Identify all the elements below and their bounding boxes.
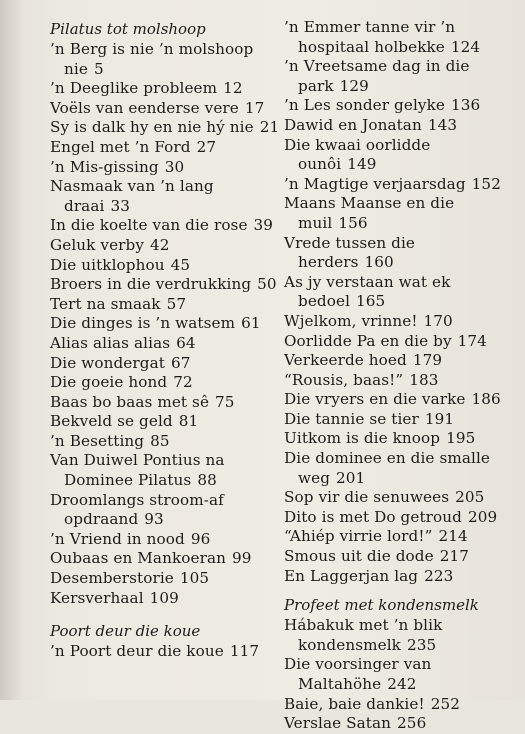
toc-entry-title: Nasmaak van ’n lang draai — [50, 177, 214, 215]
toc-entry-title: Baie, baie dankie! — [284, 694, 425, 713]
toc-entry-title: Die vryers en die varke — [284, 390, 466, 409]
toc-entry — [50, 216, 282, 236]
toc-entry-title: Baas bo baas met sê — [50, 392, 210, 411]
toc-entry-page-number: 50 — [257, 275, 277, 294]
toc-entry-page-number: 39 — [253, 216, 274, 235]
toc-entry — [284, 547, 506, 567]
toc-entry-page-number: 160 — [364, 253, 394, 272]
toc-entry-title: Die voorsinger van Maltahöhe — [284, 655, 432, 693]
toc-entry-title: Engel met ’n Ford — [50, 137, 191, 156]
toc-entry-title: ’n Mis-gissing — [50, 157, 159, 176]
toc-entry-page-number: 45 — [170, 255, 191, 274]
toc-entry — [50, 569, 282, 589]
toc-entry-title: ’n Les sonder gelyke — [284, 96, 445, 115]
toc-entry — [284, 96, 506, 116]
toc-entry — [284, 312, 506, 332]
toc-entry-page-number: 252 — [430, 694, 460, 713]
toc-entry — [284, 116, 506, 136]
toc-entry-title: ’n Vriend in nood — [50, 529, 185, 548]
toc-entry-title: Desemberstorie — [50, 569, 174, 588]
toc-entry-page-number: 256 — [397, 714, 427, 733]
toc-entry-page-number: 129 — [339, 76, 369, 95]
toc-entry-page-number: 117 — [229, 642, 260, 661]
toc-entry — [50, 236, 282, 256]
toc-entry — [50, 549, 282, 569]
toc-entry-title: ’n Besetting — [50, 431, 145, 450]
toc-entry-title: Sy is dalk hy en nie hý nie — [50, 118, 254, 137]
toc-entry — [50, 589, 282, 609]
toc-entry-page-number: 195 — [446, 429, 476, 448]
toc-left-column — [50, 18, 282, 662]
toc-entry — [50, 177, 282, 216]
toc-entry-title: En Laggerjan lag — [284, 566, 419, 585]
section-heading: Pilatus tot molshoop — [50, 20, 206, 38]
toc-entry-page-number: 183 — [409, 370, 439, 389]
toc-entry — [284, 57, 506, 96]
toc-entry-page-number: 67 — [170, 353, 191, 372]
toc-entry-page-number: 205 — [455, 488, 485, 507]
toc-entry-page-number: 12 — [223, 79, 243, 98]
toc-entry-title: “Rousis, baas!” — [284, 370, 404, 389]
toc-entry-page-number: 61 — [241, 314, 261, 333]
toc-entry-title: Hábakuk met ’n blik kondensmelk — [284, 616, 443, 654]
toc-entry — [50, 256, 282, 276]
toc-entry-page-number: 96 — [190, 529, 211, 548]
toc-entry-title: Wjelkom, vrinne! — [284, 311, 418, 330]
toc-entry — [50, 412, 282, 432]
toc-entry-title: Van Duiwel Pontius na Dominee Pilatus — [50, 451, 225, 490]
toc-entry-title: Geluk verby — [50, 235, 145, 254]
toc-entry-page-number: 209 — [467, 507, 498, 526]
toc-entry-page-number: 201 — [336, 468, 366, 487]
toc-entry — [50, 432, 282, 452]
toc-entry-title: Oorlidde Pa en die by — [284, 331, 452, 350]
toc-entry-page-number: 191 — [424, 409, 455, 428]
toc-entry-page-number: 165 — [356, 292, 386, 311]
toc-entry — [284, 332, 506, 352]
toc-entry-page-number: 5 — [93, 59, 104, 78]
toc-entry-title: Sop vir die senuwees — [284, 488, 450, 507]
toc-entry-title: Verslae Satan — [284, 714, 392, 733]
toc-entry — [284, 655, 506, 694]
toc-list — [284, 18, 506, 586]
toc-entry-title: ’n Emmer tanne vir ’n hospitaal holbekke — [284, 18, 456, 56]
toc-entry-page-number: 223 — [424, 566, 454, 585]
toc-entry-page-number: 72 — [173, 373, 193, 392]
toc-entry — [50, 334, 282, 354]
toc-list — [284, 616, 506, 734]
toc-entry-page-number: 17 — [244, 98, 265, 117]
toc-entry-page-number: 109 — [149, 588, 179, 607]
toc-entry-title: Maans Maanse en die muil — [284, 194, 455, 232]
toc-list — [50, 40, 282, 608]
toc-entry — [284, 234, 506, 273]
toc-entry — [50, 354, 282, 374]
toc-entry-page-number: 88 — [197, 471, 217, 490]
toc-entry — [284, 488, 506, 508]
toc-entry-title: Dawid en Jonatan — [284, 115, 422, 134]
toc-entry-title: ’n Berg is nie ’n molshoop nie — [50, 40, 254, 78]
toc-entry-title: ’n Magtige verjaarsdag — [284, 174, 466, 193]
toc-entry — [50, 118, 282, 138]
toc-entry — [50, 451, 282, 490]
toc-entry-page-number: 179 — [412, 351, 443, 370]
toc-entry-page-number: 152 — [471, 174, 501, 193]
toc-entry-title: ’n Deeglike probleem — [50, 79, 218, 98]
toc-right-column — [284, 18, 506, 734]
toc-entry — [284, 18, 506, 57]
toc-entry-page-number: 64 — [176, 333, 196, 352]
toc-entry-title: Verkeerde hoed — [284, 351, 407, 370]
toc-entry — [284, 175, 506, 195]
toc-entry-page-number: 124 — [450, 37, 481, 56]
toc-entry-title: Die kwaai oorlidde ounôi — [284, 135, 431, 174]
toc-entry-page-number: 42 — [150, 235, 170, 254]
toc-entry-title: Die tannie se tier — [284, 409, 419, 428]
toc-entry-page-number: 27 — [196, 137, 217, 156]
toc-entry — [50, 40, 282, 79]
toc-entry-title: Dito is met Do getroud — [284, 507, 462, 526]
toc-entry — [284, 429, 506, 449]
toc-entry — [284, 410, 506, 430]
toc-entry — [50, 99, 282, 119]
toc-entry — [284, 136, 506, 175]
toc-entry-page-number: 81 — [178, 412, 199, 431]
toc-entry-title: Voëls van eenderse vere — [50, 98, 239, 117]
toc-entry — [50, 79, 282, 99]
toc-entry-title: Broers in die verdrukking — [50, 275, 252, 294]
toc-entry — [284, 449, 506, 488]
toc-entry — [50, 138, 282, 158]
toc-entry-title: Kersverhaal — [50, 588, 144, 607]
toc-entry-page-number: 21 — [259, 118, 280, 137]
toc-entry-page-number: 214 — [438, 527, 468, 546]
book-spine-shadow — [0, 0, 22, 700]
toc-entry — [50, 491, 282, 530]
toc-entry-page-number: 174 — [457, 331, 487, 350]
toc-entry-page-number: 85 — [150, 431, 170, 450]
toc-entry-page-number: 149 — [347, 155, 377, 174]
toc-entry-page-number: 235 — [406, 635, 437, 654]
toc-entry-page-number: 156 — [338, 213, 368, 232]
toc-entry — [284, 616, 506, 655]
section-heading: Profeet met kondensmelk — [284, 596, 479, 615]
toc-entry-page-number: 143 — [427, 115, 458, 134]
toc-entry-page-number: 93 — [144, 510, 164, 529]
toc-list — [50, 642, 282, 662]
section-heading: Poort deur die koue — [50, 622, 201, 641]
toc-entry — [50, 373, 282, 393]
toc-entry-title: As jy verstaan wat ek bedoel — [284, 272, 451, 311]
toc-entry — [284, 371, 506, 391]
toc-entry-title: Bekveld se geld — [50, 412, 173, 431]
toc-entry — [50, 275, 282, 295]
toc-entry-title: Oubaas en Mankoeran — [50, 549, 226, 568]
toc-entry — [50, 295, 282, 315]
toc-entry-title: Tert na smaak — [50, 294, 161, 313]
toc-entry — [284, 273, 506, 312]
toc-entry-title: Uitkom is die knoop — [284, 429, 441, 448]
toc-entry-page-number: 30 — [164, 157, 185, 176]
toc-entry-page-number: 105 — [179, 569, 210, 588]
toc-entry-page-number: 136 — [451, 96, 481, 115]
toc-entry — [284, 714, 506, 734]
toc-entry — [284, 695, 506, 715]
toc-entry — [50, 158, 282, 178]
toc-entry-title: Die goeie hond — [50, 373, 168, 392]
toc-entry-page-number: 99 — [232, 549, 252, 568]
toc-entry-page-number: 217 — [439, 547, 469, 566]
toc-entry-title: In die koelte van die rose — [50, 216, 248, 235]
toc-entry — [50, 393, 282, 413]
toc-entry — [284, 390, 506, 410]
toc-entry-title: ’n Poort deur die koue — [50, 642, 224, 661]
toc-entry — [284, 351, 506, 371]
toc-entry-title: Droomlangs stroom-af opdraand — [50, 490, 224, 529]
toc-entry — [284, 508, 506, 528]
toc-entry-page-number: 170 — [423, 311, 453, 330]
toc-entry-title: Die dinges is ’n watsem — [50, 314, 236, 333]
toc-entry — [284, 527, 506, 547]
toc-entry-page-number: 33 — [110, 196, 130, 215]
toc-entry-title: Die uitklophou — [50, 255, 165, 274]
toc-entry — [50, 530, 282, 550]
toc-entry-page-number: 242 — [387, 675, 417, 693]
toc-entry — [50, 314, 282, 334]
toc-entry-title: Smous uit die dode — [284, 547, 434, 566]
toc-entry-page-number: 75 — [215, 392, 235, 411]
toc-entry-page-number: 186 — [471, 390, 501, 409]
toc-entry — [284, 194, 506, 233]
toc-entry-page-number: 57 — [166, 294, 187, 313]
toc-entry-title: ’n Vreetsame dag in die park — [284, 57, 470, 95]
toc-entry-title: Die dominee en die smalle weg — [284, 449, 491, 487]
toc-entry — [284, 567, 506, 587]
toc-entry-title: Alias alias alias — [50, 333, 171, 352]
toc-entry-title: Vrede tussen die herders — [284, 233, 415, 272]
toc-entry-title: Die wondergat — [50, 353, 165, 372]
toc-entry — [50, 642, 282, 662]
toc-entry-title: “Ahiép virrie lord!” — [284, 527, 433, 546]
